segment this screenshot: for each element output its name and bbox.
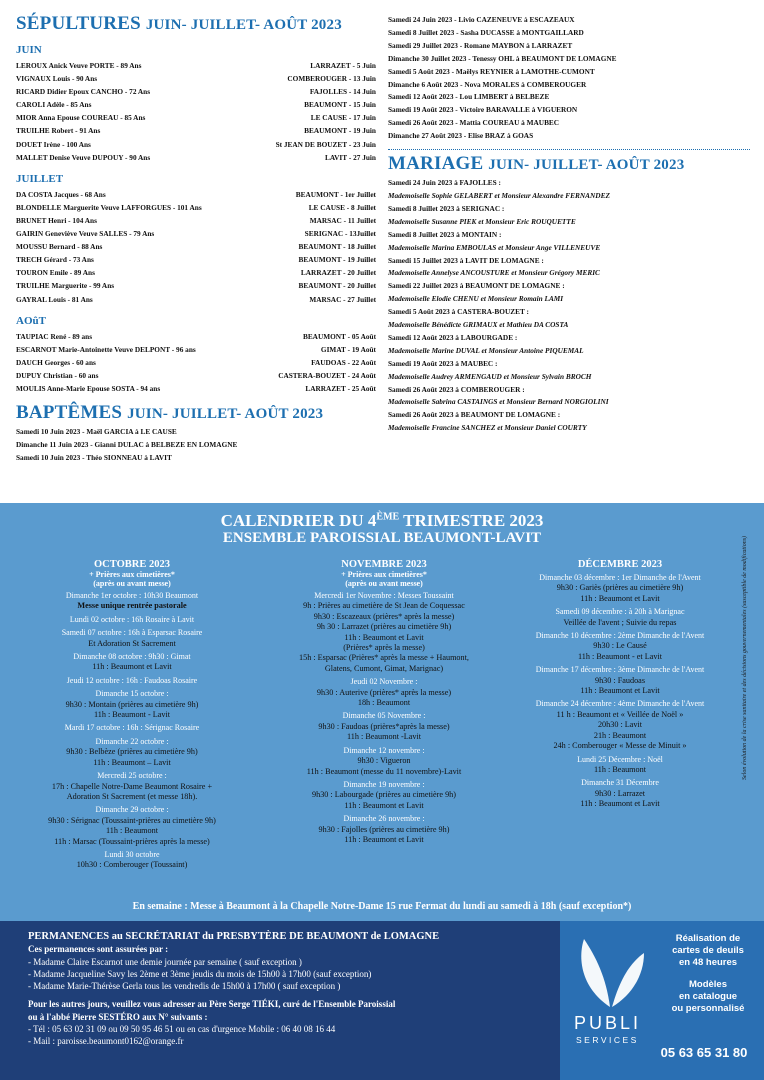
calendar-line: Jeudi 12 octobre : 16h : Faudoas Rosaire [66,675,198,685]
calendar-line: 11h : Beaumont [594,764,646,774]
sepulture-name: BLONDELLE Marguerite Veuve LAFFORGUES - 101 Ans [16,202,202,212]
ad-line: ou personnalisé [671,1003,745,1014]
calendar-line: Veillée de l'avent ; Suivie du repas [563,617,677,627]
calendar-line: 11h : Beaumont - et Lavit [577,651,663,661]
sepulture-name: TRUILHE Marguerite - 99 Ans [16,281,115,291]
mariage-title: MARIAGE [388,153,484,175]
calendar-line: Dimanche 15 octobre : [95,689,169,699]
sepulture-name: RICARD Didier Epoux CANCHO - 72 Ans [16,87,151,97]
calendar-line: Dimanche 31 Décembre [581,778,659,788]
sepulture-row [16,279,376,292]
mariage-date: Samedi 24 Juin 2023 à FAJOLLES : [388,178,501,188]
ad-line: en 48 heures [678,957,738,968]
calendar-line: 18h : Beaumont [357,698,411,708]
mariage-names: Mademoiselle Elodie CHENU et Monsieur Romain LAMI [388,294,564,304]
bapteme-row: Dimanche 6 Août 2023 - Nova MORALES à COMBEROUGER [388,79,587,89]
calendar-line: Dimanche 17 décembre : 3ème Dimanche de l'Avent [535,665,705,675]
permanences-title: PERMANENCES au SECRÉTARIAT du PRESBYTÈRE DE BEAUMONT de LOMAGNE [28,931,440,942]
calendar-line: Jeudi 02 Novembre : [350,677,418,687]
calendar-december [506,559,734,810]
sepulture-row [16,201,376,214]
calendar-line: (Prières* après la messe) [343,643,425,653]
sepulture-row [16,124,376,137]
sepulture-row [16,214,376,227]
mariage-names: Mademoiselle Susanne PIEK et Monsieur Eric ROUQUETTE [388,216,576,226]
bapteme-row: Dimanche 30 Juillet 2023 - Tenessy OHL à BEAUMONT DE LOMAGNE [388,53,617,63]
calendar-line: Dimanche 05 Novembre : [342,711,426,721]
sepulture-place: LAVIT - 27 Juin [324,152,376,162]
sepulture-place: LE CAUSE - 17 Juin [310,113,376,123]
sepultures-subtitle: JUIN- JUILLET- AOÛT 2023 [145,17,342,33]
calendar-line: Dimanche 22 octobre : [95,736,169,746]
calendar-line: Dimanche 29 octobre : [95,805,169,815]
calendar-line: 11h : Beaumont et Lavit [580,799,660,809]
mariage-names: Mademoiselle Francine SANCHEZ et Monsieur Daniel COURTY [388,423,587,433]
calendar-line: Et Adoration St Sacrement [88,638,176,648]
sepulture-place: GIMAT - 19 Août [320,344,376,354]
mariage-date: Samedi 12 Août 2023 à LABOURGADE : [388,332,518,342]
month-heading: AOûT [16,314,46,327]
publi-services-ad [560,921,764,1080]
calendar-line: 9h30 : Faudoas (prières*après la messe) [318,721,450,731]
calendar-line: Lundi 02 octobre : 16h Rosaire à Lavit [69,614,195,624]
bapteme-row: Samedi 12 Août 2023 - Lou LIMBERT à BELBEZE [388,92,550,102]
sepulture-name: TAUPIAC René - 89 ans [16,331,93,341]
sepulture-name: MOUSSU Bernard - 88 Ans [16,242,103,252]
sepulture-place: CASTERA-BOUZET - 24 Août [278,370,376,380]
sepulture-row [16,356,376,369]
calendar-line: 11h : Beaumont et Lavit [92,662,172,672]
sepulture-place: LARRAZET - 20 Juillet [300,268,376,278]
calendar-line: Samedi 07 octobre : 16h à Esparsac Rosaire [61,628,203,638]
bapteme-row: Samedi 26 Août 2023 - Mattia COUREAU à MAUBEC [388,118,560,128]
permanences-lines [28,956,558,993]
bapteme-row: Samedi 29 Juillet 2023 - Romane MAYBON à LARRAZET [388,40,573,50]
sepulture-name: DUPUY Christian - 60 ans [16,370,99,380]
bapteme-row: Dimanche 27 Août 2023 - Elise BRAZ à GOAS [388,131,534,141]
month-heading: JUIN [16,44,42,56]
mariage-date: Samedi 26 Août 2023 à BEAUMONT DE LOMAGNE : [388,410,561,420]
mariage-names: Mademoiselle Annelyse ANCOUSTURE et Monsieur Grégory MERIC [388,268,600,278]
bapteme-row: Samedi 5 Août 2023 - Maëlys REYNIER à LAMOTHE-CUMONT [388,66,595,76]
calendar-line: 9h30 : Escazeaux (prières* après la messe) [313,611,455,621]
calendar-title: CALENDRIER DU 4ÈME TRIMESTRE 2023 [220,511,544,530]
sepulture-name: TRECH Gérard - 73 Ans [16,255,94,265]
ad-brand-sub: SERVICES [576,1035,639,1045]
permanences-mail[interactable]: - Mail : paroisse.beaumont0162@orange.fr [28,1036,184,1047]
calendar-line: Mardi 17 octobre : 16h : Sérignac Rosaire [64,723,200,733]
mariage-names: Mademoiselle Marine DUVAL et Monsieur Antoine PIQUEMAL [388,345,584,355]
sepulture-name: DA COSTA Jacques - 68 Ans [16,189,106,199]
sepulture-place: BEAUMONT - 19 Juin [304,126,376,136]
sepulture-place: St JEAN DE BOUZET - 23 Juin [275,139,376,149]
calendar-section [0,503,764,921]
ad-line: cartes de deuils [672,945,744,956]
sepulture-name: ESCARNOT Marie-Antoinette Veuve DELPONT - 96 ans [16,344,196,354]
mariage-date: Samedi 26 Août 2023 à COMBEROUGER : [388,384,525,394]
ad-line: Réalisation de [675,933,741,944]
calendar-subtitle: ENSEMBLE PAROISSIAL BEAUMONT-LAVIT [222,530,542,546]
mariage-date: Samedi 15 Juillet 2023 à LAVIT DE LOMAGNE : [388,255,544,265]
ad-text [656,933,760,1015]
calendar-line: Mercredi 25 octobre : [97,771,167,781]
sepulture-place: FAJOLLES - 14 Juin [309,87,376,97]
sepulture-row [16,111,376,124]
sepulture-row [16,72,376,85]
mariage-names: Mademoiselle Audrey ARMENGAUD et Monsieur Sylvain BROCH [388,371,592,381]
leaf-logo-icon [570,927,650,1017]
right-column [388,14,750,435]
calendar-line: 9h30 : Faudoas [594,675,646,685]
prieres-note-sub: (après ou avant messe) [345,579,423,588]
sepulture-name: LEROUX Anick Veuve PORTE - 89 Ans [16,61,142,70]
month-title: DÉCEMBRE 2023 [577,559,663,570]
baptemes-title: BAPTÊMES [16,402,123,424]
calendar-line: Adoration St Sacrement (et messe 18h). [66,791,198,801]
calendar-line: Dimanche 24 décembre : 4ème Dimanche de l'Avent [535,699,705,709]
calendar-line: Mercredi 1er Novembre : Messes Toussaint [314,591,454,600]
permanence-line: - Madame Claire Escarnot une demie journée par semaine ( sauf exception ) [28,956,302,967]
permanence-line: - Madame Marie-Thérèse Gerla tous les vendredis de 15h00 à 17h00 ( sauf exception ) [28,981,341,992]
calendar-line: 9h30 : Montain (prières au cimetière 9h) [65,699,199,709]
bapteme-row: Samedi 24 Juin 2023 - Livio CAZENEUVE à ESCAZEAUX [388,15,575,24]
sepulture-place: LE CAUSE - 8 Juillet [308,202,376,212]
bapteme-row: Dimanche 11 Juin 2023 - Gianni DULAC à BELBEZE EN LOMAGNE [16,439,238,449]
weekday-mass-note: En semaine : Messe à Beaumont à la Chapelle Notre-Dame 15 rue Fermat du lundi au samedi à 18h (sauf exception*) [132,901,632,912]
left-column [16,14,376,465]
baptemes-heading [16,403,376,424]
permanences-block [28,931,558,1048]
sepulture-place: LARRAZET - 25 Août [305,383,376,393]
sepulture-place: BEAUMONT - 15 Juin [304,100,376,110]
calendar-line: 9h30 : Sérignac (Toussaint-prières au cimetière 9h) [48,815,216,825]
sepulture-name: DOUET Irène - 100 Ans [16,139,91,149]
calendar-line: 20h30 : Lavit [597,720,643,730]
calendar-line: 11h : Beaumont – Lavit [93,757,171,767]
sepulture-row [16,98,376,111]
calendar-line: Dimanche 03 décembre : 1er Dimanche de l'Avent [539,573,701,582]
calendar-line: Messe unique rentrée pastorale [77,601,187,611]
calendar-line: Dimanche 08 octobre : 9h30 : Gimat [73,652,191,662]
sepulture-name: GAIRIN Geneviève Veuve SALLES - 79 Ans [16,229,155,239]
sepulture-place: BEAUMONT - 20 Juillet [298,281,376,291]
baptemes-list-left [16,426,376,465]
footer [0,921,764,1080]
permanences-other2: ou à l'abbé Pierre SESTÉRO aux N° suivants : [28,1011,208,1022]
calendar-line: 9h : Prières au cimetière de St Jean de Coquessac [303,601,465,611]
mariage-names: Mademoiselle Bénédicte GRIMAUX et Mathieu DA COSTA [388,320,569,330]
calendar-line: Samedi 09 décembre : à 20h à Marignac [555,607,685,617]
calendar-line: 15h : Esparsac (Prières* après la messe + Haumont, [299,653,469,663]
sepulture-row [16,293,376,306]
calendar-line: 11h : Beaumont et Lavit [580,686,660,696]
sepulture-row [16,151,376,164]
sepulture-name: BRUNET Henri - 104 Ans [16,215,97,225]
calendar-line: 9h30 : Le Causé [593,641,647,651]
prieres-note: + Prières aux cimetières* [341,570,427,579]
bapteme-row: Samedi 10 Juin 2023 - Théo SIONNEAU à LAVIT [16,452,172,462]
prieres-note-sub: (après ou avant messe) [93,579,171,588]
ad-phone: 05 63 65 31 80 [660,1045,748,1060]
mariage-date: Samedi 19 Août 2023 à MAUBEC : [388,358,498,368]
sepulture-place: MARSAC - 11 Juillet [309,215,376,225]
sepulture-name: MALLET Denise Veuve DUPOUY - 90 Ans [16,152,151,162]
side-note: Selon évolution de la crise sanitaire et des décisions gouvernementales (susceptible de modifications) [742,535,748,780]
calendar-line: 21h : Beaumont [593,730,647,740]
bapteme-row: Samedi 8 Juillet 2023 - Sasha DUCASSE à MONTGAILLARD [388,27,584,37]
sepulture-row [16,266,376,279]
sepulture-row [16,343,376,356]
baptemes-subtitle: JUIN- JUILLET- AOÛT 2023 [127,406,324,423]
mariage-names: Mademoiselle Marina EMBOULAS et Monsieur Ange VILLENEUVE [388,242,601,252]
sepulture-place: BEAUMONT - 05 Août [302,331,376,341]
calendar-line: Dimanche 26 novembre : [343,814,425,824]
month-title: NOVEMBRE 2023 [341,559,427,570]
sepulture-place: MARSAC - 27 Juillet [309,294,376,304]
permanences-other1: Pour les autres jours, veuillez vous adresser au Père Serge TIÉKI, curé de l'Ensemble Paroissial [28,999,396,1010]
month-heading: JUILLET [16,172,64,185]
sepulture-row [16,188,376,201]
sepulture-row [16,138,376,151]
sepulture-row [16,330,376,343]
sepulture-place: SERIGNAC - 13Juillet [304,229,376,239]
mariage-names: Mademoiselle Sabrina CASTAINGS et Monsieur Bernard NORGIOLINI [388,397,609,407]
sepulture-row [16,227,376,240]
calendar-line: Lundi 25 Décembre : Noël [577,754,663,764]
mariage-date: Samedi 8 Juillet 2023 à MONTAIN : [388,229,502,239]
calendar-line: 11h : Beaumont -Lavit [346,732,422,742]
sepulture-name: MIOR Anna Epouse COUREAU - 85 Ans [16,113,146,123]
calendar-line: Dimanche 19 novembre : [343,779,425,789]
sepulture-name: TRUILHE Robert - 91 Ans [16,126,101,136]
sepulture-name: CAROLI Adèle - 85 Ans [16,100,92,110]
calendar-line: 11h : Beaumont et Lavit [344,632,424,642]
sepulture-name: TOURON Emile - 89 Ans [16,268,95,278]
permanences-intro: Ces permanences sont assurées par : [28,944,169,955]
calendar-line: 17h : Chapelle Notre-Dame Beaumont Rosaire + [51,781,213,791]
calendar-october [8,559,256,871]
mariage-names: Mademoiselle Sophie GELABERT et Monsieur Alexandre FERNANDEZ [388,190,610,200]
calendar-line: 9h30 : Fajolles (prières au cimetière 9h) [318,824,450,834]
ad-brand: PUBLI [574,1013,642,1033]
registers-section [0,0,764,500]
sepultures-title: SÉPULTURES [16,13,141,34]
calendar-line: 9h 30 : Larrazet (prières au cimetière 9h) [316,622,452,632]
calendar-line: Glatens, Cumont, Gimat, Marignac) [324,663,444,673]
calendar-november [260,559,508,845]
sepulture-place: FAUDOAS - 22 Août [311,357,376,367]
calendar-line: 9h30 : Auterive (prières* après la messe) [316,687,452,697]
sepultures-list [16,44,376,395]
sepulture-row [16,382,376,395]
calendar-line: Dimanche 12 novembre : [343,745,425,755]
calendar-line: 11h : Beaumont et Lavit [344,800,424,810]
divider [388,149,750,150]
ad-line: Modèles [688,979,727,990]
calendar-line: 9h30 : Larrazet [594,788,645,798]
calendar-line: 11h : Beaumont - Lavit [93,710,171,720]
bapteme-row: Samedi 19 Août 2023 - Victoire BARAVALLE à VIGUERON [388,105,578,115]
calendar-line: 11h : Beaumont (messe du 11 novembre)-Lavit [306,766,462,776]
calendar-line: 9h30 : Belbèze (prières au cimetière 9h) [66,747,198,757]
sepulture-place: BEAUMONT - 19 Juillet [298,255,376,265]
mariage-date: Samedi 5 Août 2023 à CASTERA-BOUZET : [388,307,529,317]
mariage-date: Samedi 22 Juillet 2023 à BEAUMONT DE LOMAGNE : [388,281,565,291]
calendar-line: 9h30 : Labourgade (prières au cimetière 9h) [312,790,456,800]
calendar-line: 11h : Marsac (Toussaint-prières après la messe) [54,836,210,846]
prieres-note: + Prières aux cimetières* [89,570,175,579]
calendar-line: 11h : Beaumont [106,826,158,836]
permanences-tel: - Tél : 05 63 02 31 09 ou 09 50 95 46 51 ou en cas d'urgence Mobile : 06 40 08 16 44 [28,1024,336,1035]
mariage-heading [388,154,750,175]
ad-line: en catalogue [678,991,738,1002]
sepulture-place: COMBEROUGER - 13 Juin [287,74,376,84]
mariage-list [388,177,750,435]
sepulture-place: LARRAZET - 5 Juin [310,61,376,70]
sepulture-name: VIGNAUX Louis - 90 Ans [16,74,98,84]
sepulture-row [16,59,376,72]
sepulture-place: BEAUMONT - 18 Juillet [298,242,376,252]
sepulture-row [16,369,376,382]
baptemes-list-right [388,14,750,143]
permanence-line: - Madame Jacqueline Savy les 2ème et 3ème jeudis du mois de 15h00 à 17h00 (sauf exception) [28,968,372,979]
calendar-line: 24h : Comberouger « Messe de Minuit » [553,741,687,751]
mariage-subtitle: JUIN- JUILLET- AOÛT 2023 [488,157,685,174]
calendar-line: 11h : Beaumont et Lavit [580,593,660,603]
calendar-line: Lundi 30 octobre [104,849,160,859]
sepulture-name: MOULIS Anne-Marie Epouse SOSTA - 94 ans [16,383,161,393]
calendar-line: 9h30 : Gariès (prières au cimetière 9h) [556,583,684,593]
mariage-date: Samedi 8 Juillet 2023 à SERIGNAC : [388,203,505,213]
calendar-line: Dimanche 1er octobre : 10h30 Beaumont [65,591,199,600]
sepulture-place: BEAUMONT - 1er Juillet [295,189,376,199]
calendar-line: Dimanche 10 décembre : 2ème Dimanche de l'Avent [535,631,705,641]
sepulture-row [16,253,376,266]
calendar-line: 9h30 : Vigueron [357,756,411,766]
sepulture-row [16,85,376,98]
sepulture-name: DAUCH Georges - 60 ans [16,357,96,367]
calendar-line: 10h30 : Comberouger (Toussaint) [76,860,188,870]
sepulture-row [16,240,376,253]
sepulture-name: GAYRAL Louis - 81 Ans [16,294,93,304]
calendar-line: 11 h : Beaumont et « Veillée de Noël » [556,709,684,719]
sepultures-heading [16,14,376,35]
calendar-line: 11h : Beaumont et Lavit [344,834,424,844]
bapteme-row: Samedi 10 Juin 2023 - Maël GARCIA à LE CAUSE [16,427,177,437]
month-title: OCTOBRE 2023 [94,559,170,570]
